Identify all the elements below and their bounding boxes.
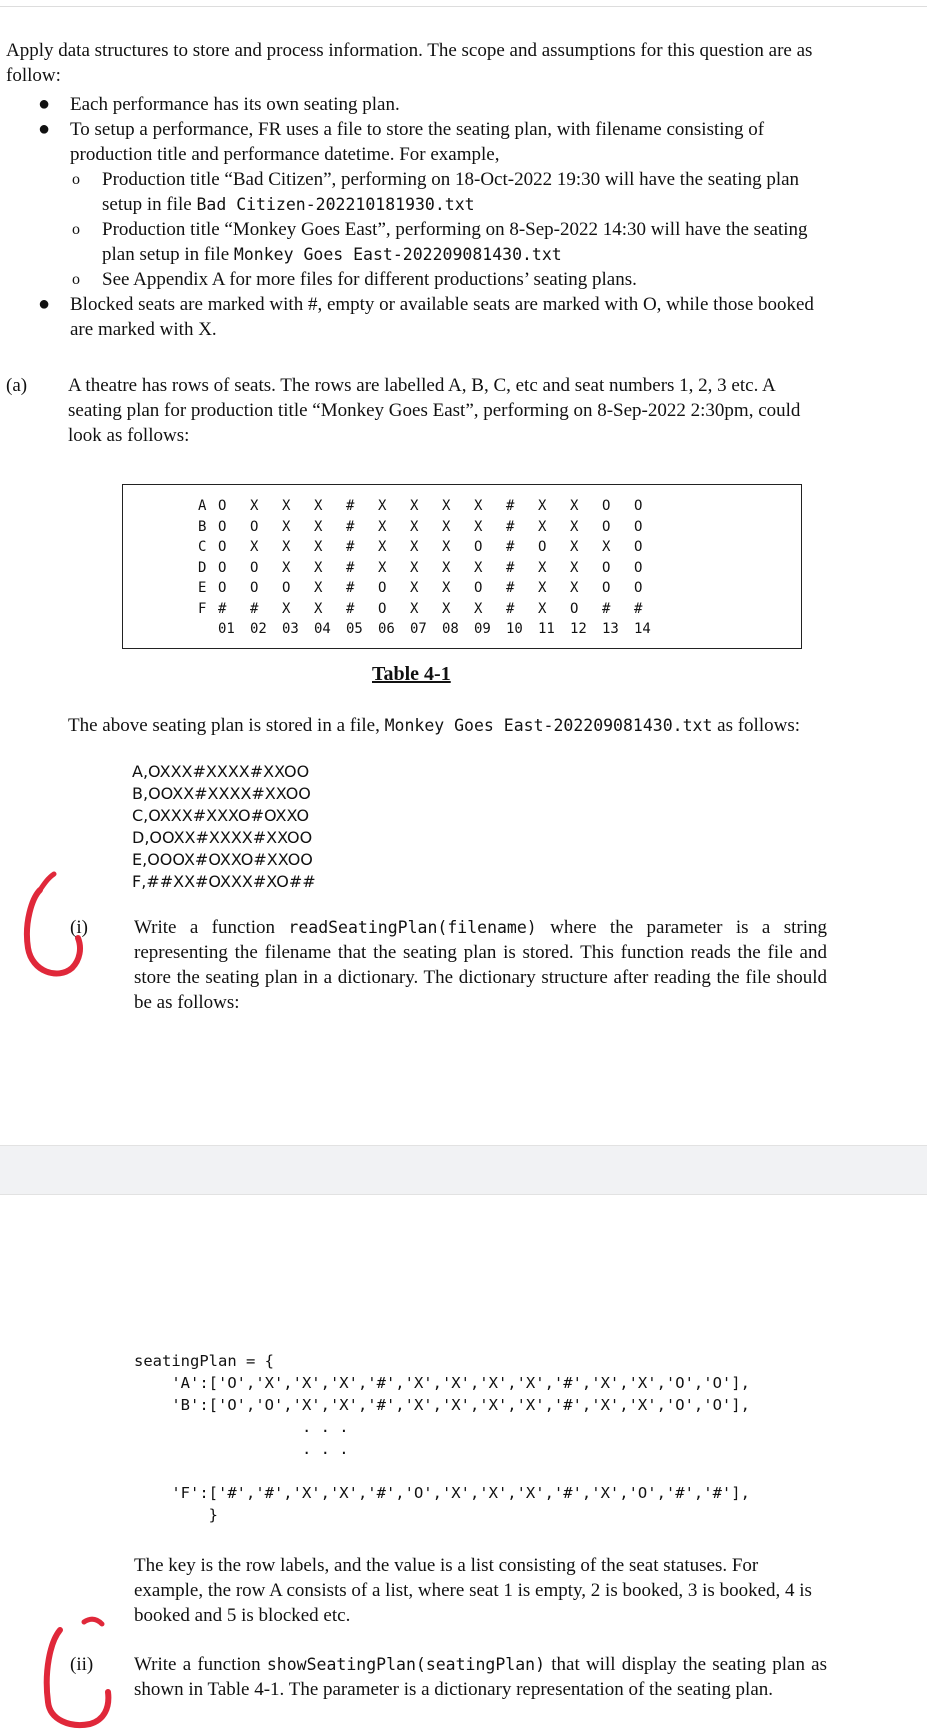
seat-cell: O [250,518,259,535]
code-line [134,1460,750,1482]
seat-row [198,576,666,597]
sub-bullet-item: o Production title “Monkey Goes East”, performing on 8-Sep-2022 14:30 will have the seating plan setup in file Monkey Goes East-202209081430.txt [72,219,808,265]
seat-row [198,535,666,556]
seat-cell: O [634,559,643,576]
seat-row [198,556,666,577]
seat-cell: X [282,518,291,535]
part-ii-label: (ii) [70,1654,94,1675]
part-i-text: Write a function readSeatingPlan(filename) where the parameter is a string representing the filename that the seating plan is stored. This function reads the file and store the seating plan in a dictionary. The dictionary structure after reading the file should be as follows: [134,917,827,1013]
seat-cell: # [346,498,355,514]
seat-row [198,515,666,536]
seat-cell: O [634,518,643,535]
seat-cell: # [346,580,355,596]
seat-cell: O [602,518,611,535]
filename-code: Monkey Goes East-202209081430.txt [233,245,562,264]
seat-cell: O [282,580,291,596]
seat-cell: X [410,539,419,555]
seat-number: 03 [282,621,299,637]
row-label-spacer [198,617,218,638]
row-label: B [198,518,207,535]
seat-number: 05 [346,621,363,637]
seat-cell: X [442,600,451,617]
seat-cell: X [538,498,547,514]
seat-number: 02 [250,621,267,637]
file-line: B,OOXX#XXXX#XXOO [132,784,311,803]
part-ii-text: Write a function showSeatingPlan(seatingPlan) that will display the seating plan as shown in Table 4-1. The parameter is a dictionary representation of the seating plan. [134,1654,827,1700]
seat-number: 14 [634,621,651,637]
seat-cell: X [282,539,291,555]
seat-cell: X [410,600,419,617]
function-name-code: showSeatingPlan(seatingPlan) [266,1655,546,1674]
seat-cell: # [346,518,355,535]
seat-cell: X [538,559,547,576]
bullet-dot-icon: ● [38,93,51,115]
seat-cell: X [250,539,259,555]
code-line: 'F':['#','#','X','X','#','O','X','X','X','#','X','O','#','#'], [134,1484,750,1502]
code-line: . . . [134,1440,349,1458]
seat-number: 04 [314,621,331,637]
seat-cell: X [570,559,579,576]
file-line: F,##XX#OXXX#XO## [132,872,316,891]
filename-code: Monkey Goes East-202209081430.txt [384,716,713,735]
seat-cell: O [634,539,643,555]
seat-cell: O [218,518,227,535]
seat-cell: X [314,498,323,514]
code-line: 'B':['O','O','X','X','#','X','X','X','X','#','X','X','O','O'], [134,1396,750,1414]
code-block [134,1350,750,1526]
stored-file-text: The above seating plan is stored in a file, Monkey Goes East-202209081430.txt as follows: [68,715,801,736]
seat-cell: X [314,600,323,617]
seat-cell: # [506,580,515,596]
seat-cell: O [250,580,259,596]
bullet-dot-icon: ● [38,293,51,315]
code-line: } [134,1506,218,1524]
seat-number: 06 [378,621,395,637]
filename-code: Bad Citizen-202210181930.txt [196,195,475,214]
assumption-list [30,92,830,342]
seat-cell: X [410,580,419,596]
seat-cell: O [602,498,611,514]
code-line: seatingPlan = { [134,1352,274,1370]
seat-row [198,494,666,515]
circle-bullet-icon: o [72,171,80,188]
circle-bullet-icon: o [72,221,80,238]
sub-bullet-item: o Production title “Bad Citizen”, performing on 18-Oct-2022 19:30 will have the seating plan setup in file Bad Citizen-202210181930.txt [72,169,800,215]
seat-cell: X [442,580,451,596]
row-label: C [198,539,207,555]
page-top-border [0,6,927,7]
seat-cell: # [346,600,355,617]
seat-cell: # [506,498,515,514]
row-label: E [198,580,207,596]
seat-cell: O [538,539,547,555]
seat-cell: X [442,559,451,576]
seat-number-row [198,617,666,638]
seat-cell: X [474,559,483,576]
bullet-item: ● Each performance has its own seating plan. [38,93,400,115]
seat-cell: X [570,539,579,555]
seat-cell: O [218,498,227,514]
seat-cell: X [314,580,323,596]
file-line: A,OXXX#XXXX#XXOO [132,762,310,781]
bullet-item: ● Blocked seats are marked with #, empty or available seats are marked with O, while those booked are marked with X. [38,293,814,340]
seat-cell: O [634,580,643,596]
seat-cell: O [602,559,611,576]
bullet-item: ● To setup a performance, FR uses a file to store the seating plan, with filename consisting of production title and performance datetime. For example, [38,118,765,165]
part-a-label: (a) [6,375,28,396]
key-explanation: The key is the row labels, and the value is a list consisting of the seat statuses. For example, the row A consists of a list, where seat 1 is empty, 2 is booked, 3 is booked, 4 is booked and 5 is blocked etc. [134,1555,812,1626]
seat-cell: X [474,498,483,514]
seat-cell: O [250,559,259,576]
sub-bullet-item: o See Appendix A for more files for different productions’ seating plans. [72,269,637,290]
seat-cell: O [218,559,227,576]
seat-number: 01 [218,621,235,637]
seat-cell: O [218,580,227,596]
seat-cell: O [634,498,643,514]
seat-cell: # [602,600,611,617]
seat-cell: X [442,539,451,555]
function-name-code: readSeatingPlan(filename) [288,918,537,937]
seat-cell: X [378,559,387,576]
seat-cell: X [538,600,547,617]
seat-cell: X [314,539,323,555]
seat-number: 11 [538,621,555,637]
seat-number: 12 [570,621,587,637]
seat-cell: # [218,600,227,617]
seat-cell: O [218,539,227,555]
row-label: A [198,498,207,514]
file-line: D,OOXX#XXXX#XXOO [132,828,313,847]
seat-cell: X [474,518,483,535]
seat-cell: O [570,600,579,617]
row-label: D [198,559,207,576]
seat-cell: X [314,559,323,576]
seat-cell: # [250,600,259,617]
part-a-text: A theatre has rows of seats. The rows are labelled A, B, C, etc and seat numbers 1, 2, 3 etc. A seating plan for production title “Monkey Goes East”, performing on 8-Sep-2022 2:30pm, could look as follows: [68,375,801,446]
seat-row [198,597,666,618]
seat-cell: # [506,539,515,555]
seat-cell: # [346,539,355,555]
seat-cell: X [410,559,419,576]
seat-cell: O [378,580,387,596]
seat-cell: # [506,600,515,617]
seat-number: 09 [474,621,491,637]
seat-number: 10 [506,621,523,637]
seat-cell: X [538,518,547,535]
seat-cell: O [602,580,611,596]
seat-cell: X [538,580,547,596]
seat-cell: X [378,518,387,535]
seat-cell: O [378,600,387,617]
seat-cell: # [506,559,515,576]
seat-cell: X [570,498,579,514]
seating-table [198,494,666,638]
part-i-label: (i) [70,917,88,938]
seat-cell: X [378,539,387,555]
circle-bullet-icon: o [72,271,80,288]
file-contents [132,761,316,893]
seat-cell: X [570,580,579,596]
seat-cell: O [474,580,483,596]
seat-cell: # [346,559,355,576]
file-line: C,OXXX#XXXO#OXXO [132,806,310,825]
seat-cell: X [602,539,611,555]
seat-number: 08 [442,621,459,637]
seat-cell: X [282,559,291,576]
code-line: 'A':['O','X','X','X','#','X','X','X','X','#','X','X','O','O'], [134,1374,750,1392]
seat-cell: X [250,498,259,514]
file-line: E,OOOX#OXXO#XXOO [132,850,313,869]
bullet-dot-icon: ● [38,118,51,140]
seat-cell: X [410,498,419,514]
seat-cell: X [570,518,579,535]
page-break [0,1145,927,1195]
seat-cell: X [378,498,387,514]
row-label: F [198,600,207,617]
seat-cell: X [282,600,291,617]
seat-cell: X [474,600,483,617]
seat-cell: X [442,518,451,535]
seat-cell: # [506,518,515,535]
seat-cell: X [442,498,451,514]
seat-cell: X [314,518,323,535]
seat-cell: # [634,600,643,617]
seat-number: 07 [410,621,427,637]
seat-cell: X [410,518,419,535]
table-caption: Table 4-1 [372,663,451,685]
intro-paragraph: Apply data structures to store and process information. The scope and assumptions for this question are as follow: [6,40,813,86]
seat-cell: X [282,498,291,514]
seat-number: 13 [602,621,619,637]
code-line: . . . [134,1418,349,1436]
seat-cell: O [474,539,483,555]
